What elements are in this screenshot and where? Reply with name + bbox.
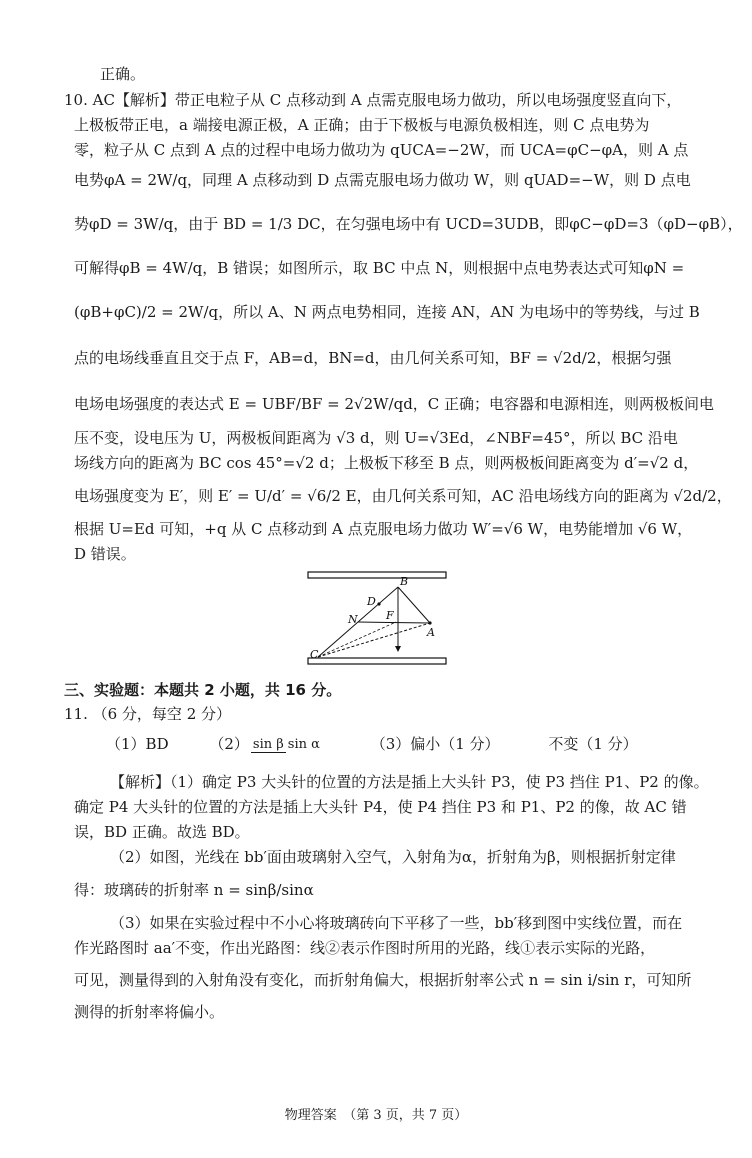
answer-4: 不变（1 分） — [548, 735, 638, 753]
text-line: 可见，测量得到的入射角没有变化，而折射角偏大，根据折射率公式 n = sin i/sin r，可知所 — [74, 971, 692, 989]
text-line: (φB+φC)/2 = 2W/q，所以 A、N 两点电势相同，连接 AN，AN 为电场中的等势线，与过 B — [74, 303, 700, 321]
section-heading: 三、实验题：本题共 2 小题，共 16 分。 — [64, 681, 342, 699]
text-line: 确定 P4 大头针的位置的方法是插上大头针 P4，使 P4 挡住 P3 和 P1、P2 的像，故 AC 错 — [74, 798, 687, 816]
point-d — [377, 602, 380, 605]
lower-plate — [308, 658, 446, 664]
text-line: 上极板带正电，a 端接电源正极，A 正确；由于下极板与电源负极相连，则 C 点电势为 — [74, 116, 650, 134]
text-line: 零，粒子从 C 点到 A 点的过程中电场力做功为 qUCA=−2W，而 UCA=φC−φA，则 A 点 — [74, 141, 689, 159]
line-ca — [318, 623, 430, 657]
upper-plate — [308, 572, 446, 578]
answer-2-prefix: （2） — [209, 735, 249, 753]
text-line: 压不变，设电压为 U，两极板间距离为 √3 d，则 U=√3Ed，∠NBF=45°，所以 BC 沿电 — [74, 429, 678, 447]
analysis-line: 【解析】（1）确定 P3 大头针的位置的方法是插上大头针 P3，使 P3 挡住 P1、P2 的像。 — [110, 773, 709, 791]
text-line: （3）如果在实验过程中不小心将玻璃砖向下平移了一些，bb′移到图中实线位置，而在 — [110, 914, 683, 932]
text-line: 电场强度变为 E′，则 E′ = U/d′ = √6/2 E，由几何关系可知，AC 沿电场线方向的距离为 √2d/2， — [74, 487, 732, 505]
text-line: 误，BD 正确。故选 BD。 — [74, 823, 250, 841]
text-line: D 错误。 — [74, 545, 136, 563]
line-cf — [318, 622, 396, 657]
label-d: D — [367, 595, 376, 608]
label-n: N — [348, 613, 358, 626]
text-line: （2）如图，光线在 bb′面由玻璃射入空气，入射角为α，折射角为β，则根据折射定律 — [110, 848, 676, 866]
answer-1: （1）BD — [106, 735, 169, 753]
line-ba — [398, 587, 430, 623]
text-line: 可解得φB = 4W/q，B 错误；如图所示，取 BC 中点 N，则根据中点电势表达式可知φN = — [74, 259, 685, 277]
field-arrowhead — [395, 646, 401, 652]
answer-row — [0, 730, 752, 758]
answer-2-numerator: sin β — [252, 737, 284, 752]
text-line: 电势φA = 2W/q，同理 A 点移动到 D 点需克服电场力做功 W，则 qUAD=−W，则 D 点电 — [74, 171, 691, 189]
label-f: F — [386, 609, 394, 622]
electric-field-diagram — [300, 570, 452, 670]
text-line: 势φD = 3W/q，由于 BD = 1/3 DC，在匀强电场中有 UCD=3UDB，即φC−φD=3（φD−φB）， — [74, 215, 743, 233]
label-c: C — [310, 648, 319, 661]
text-line: 根据 U=Ed 可知，+q 从 C 点移动到 A 点克服电场力做功 W′=√6 W，电势能增加 √6 W， — [74, 520, 693, 538]
label-b: B — [400, 575, 409, 588]
question-11-header: 11. （6 分，每空 2 分） — [64, 705, 232, 723]
text-line: 正确。 — [100, 65, 146, 83]
text-line: 电场电场强度的表达式 E = UBF/BF = 2√2W/qd，C 正确；电容器和电源相连，则两极板间电 — [74, 395, 715, 413]
text-line: 得：玻璃砖的折射率 n = sinβ/sinα — [74, 881, 314, 899]
page-footer: 物理答案 （第 3 页，共 7 页） — [284, 1108, 468, 1123]
line-na — [358, 622, 430, 623]
text-line: 点的电场线垂直且交于点 F，AB=d，BN=d，由几何关系可知，BF = √2d/2，根据匀强 — [74, 349, 672, 367]
text-line: 测得的折射率将偏小。 — [74, 1003, 225, 1021]
question-10-header: 10. AC【解析】带正电粒子从 C 点移动到 A 点需克服电场力做功，所以电场强度竖直向下， — [64, 91, 682, 109]
text-line: 作光路图时 aa′不变，作出光路图：线②表示作图时所用的光路，线①表示实际的光路， — [74, 939, 656, 957]
point-a — [428, 621, 431, 624]
answer-2-denominator: sin α — [287, 737, 320, 752]
text-line: 场线方向的距离为 BC cos 45°=√2 d；上极板下移至 B 点，则两极板间距离变为 d′=√2 d， — [74, 454, 699, 472]
label-a: A — [427, 626, 435, 639]
answer-2-fraction — [251, 737, 322, 753]
answer-3: （3）偏小（1 分） — [370, 735, 500, 753]
